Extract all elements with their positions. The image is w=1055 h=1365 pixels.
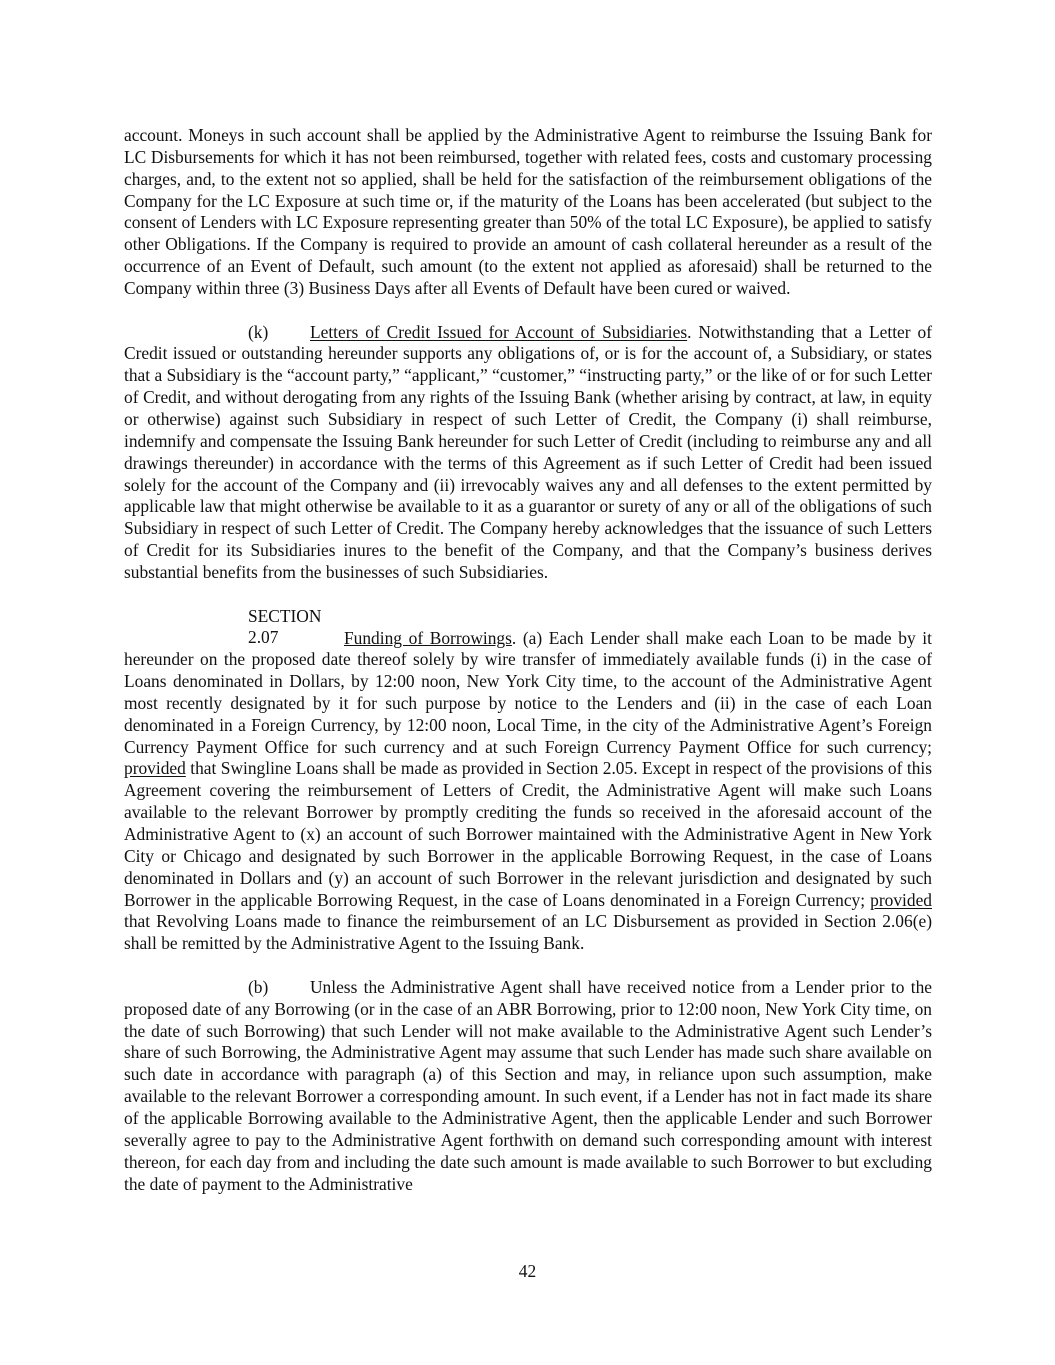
clause-label: (b) [248, 976, 269, 997]
paragraph-text: account. Moneys in such account shall be applied by the Administrative Agent to reimburse the Issuing Bank for LC Disbursements for which it has not been reimbursed, together with related fees, costs and customary processing charges, and, to the extent not so applied, shall be held for the satisfaction of the reimbursement obligations of the Company for the LC Exposure at such time or, if the maturity of the Loans has been accelerated (but subject to the consent of Lenders with LC Exposure representing greater than 50% of the total LC Exposure), be applied to satisfy other Obligations. If the Company is required to provide an amount of cash collateral hereunder as a result of the occurrence of an Event of Default, such amount (to the extent not applied as aforesaid) shall be returned to the Company within three (3) Business Days after all Events of Default have been cured or waived. [124, 125, 932, 298]
clause-label: (k) [248, 321, 269, 342]
paragraph-text: . (a) Each Lender shall make each Loan to be made by it hereunder on the proposed date thereof solely by wire transfer of immediately available funds (i) in the case of Loans denominated in Dollars, by 12:00 noon, New York City time, to the account of the Administrative Agent most recently designated by it for such purpose by notice to the Lenders and (ii) in the case of each Loan denominated in a Foreign Currency, by 12:00 noon, Local Time, in the city of the Administrative Agent’s Foreign Currency Payment Office for such currency and at such Foreign Currency Payment Office for such currency; [124, 627, 932, 757]
paragraph-section-2-07 [124, 606, 932, 956]
provided-term: provided [124, 758, 186, 779]
section-heading: Funding of Borrowings [344, 627, 512, 648]
paragraph-cash-collateral [124, 125, 932, 300]
provided-term: provided [870, 889, 932, 910]
page-number: 42 [518, 1261, 537, 1281]
paragraph-text: that Swingline Loans shall be made as provided in Section 2.05. Except in respect of the provisions of this Agreement covering the reimbursement of Letters of Credit, the Administrative Agent will make such Loans available to the relevant Borrower by promptly crediting the funds so received in the aforesaid account of the Administrative Agent to (x) an account of such Borrower maintained with the Administrative Agent in New York City or Chicago and designated by such Borrower in the applicable Borrowing Request, in the case of Loans denominated in Dollars and (y) an account of such Borrower in the relevant jurisdiction and designated by such Borrower in the applicable Borrowing Request, in the case of Loans denominated in a Foreign Currency; [124, 758, 932, 910]
section-label: SECTION 2.07 [248, 605, 322, 648]
document-page [124, 125, 932, 1195]
clause-heading: Letters of Credit Issued for Account of Subsidiaries [310, 321, 688, 342]
paragraph-subsidiary-letters-of-credit [124, 322, 932, 584]
paragraph-text: Unless the Administrative Agent shall have received notice from a Lender prior to the proposed date of any Borrowing (or in the case of an ABR Borrowing, prior to 12:00 noon, New York City time, on the date of such Borrowing) that such Lender will not make available to the Administrative Agent such Lender’s share of such Borrowing, the Administrative Agent may assume that such Lender has made such share available on such date in accordance with paragraph (a) of this Section and may, in reliance upon such assumption, make available to the relevant Borrower a corresponding amount. In such event, if a Lender has not in fact made its share of the applicable Borrowing available to the Administrative Agent, then the applicable Lender and such Borrower severally agree to pay to the Administrative Agent forthwith on demand such corresponding amount with interest thereon, for each day from and including the date such amount is made available to such Borrower to but excluding the date of payment to the Administrative [124, 976, 932, 1194]
paragraph-text: . Notwithstanding that a Letter of Credit issued or outstanding hereunder supports any obligations of, or is for the account of, a Subsidiary, or states that a Subsidiary is the “account party,” “applicant,” “customer,” “instructing party,” or the like of or for such Letter of Credit, and without derogating from any rights of the Issuing Bank (whether arising by contract, at law, in equity or otherwise) against such Subsidiary in respect of such Letter of Credit, the Company (i) shall reimburse, indemnify and compensate the Issuing Bank hereunder for such Letter of Credit (including to reimburse any and all drawings thereunder) in accordance with the terms of this Agreement as if such Letter of Credit had been issued solely for the account of the Company and (ii) irrevocably waives any and all defenses to the extent permitted by applicable law that might otherwise be available to it as a guarantor or surety of any or all of the obligations of such Subsidiary in respect of such Letter of Credit. The Company hereby acknowledges that the issuance of such Letters of Credit for its Subsidiaries inures to the benefit of the Company, and that the Company’s business derives substantial benefits from the businesses of such Subsidiaries. [124, 321, 932, 582]
paragraph-clause-b [124, 977, 932, 1195]
paragraph-text: that Revolving Loans made to finance the reimbursement of an LC Disbursement as provided in Section 2.06(e) shall be remitted by the Administrative Agent to the Issuing Bank. [124, 911, 932, 954]
